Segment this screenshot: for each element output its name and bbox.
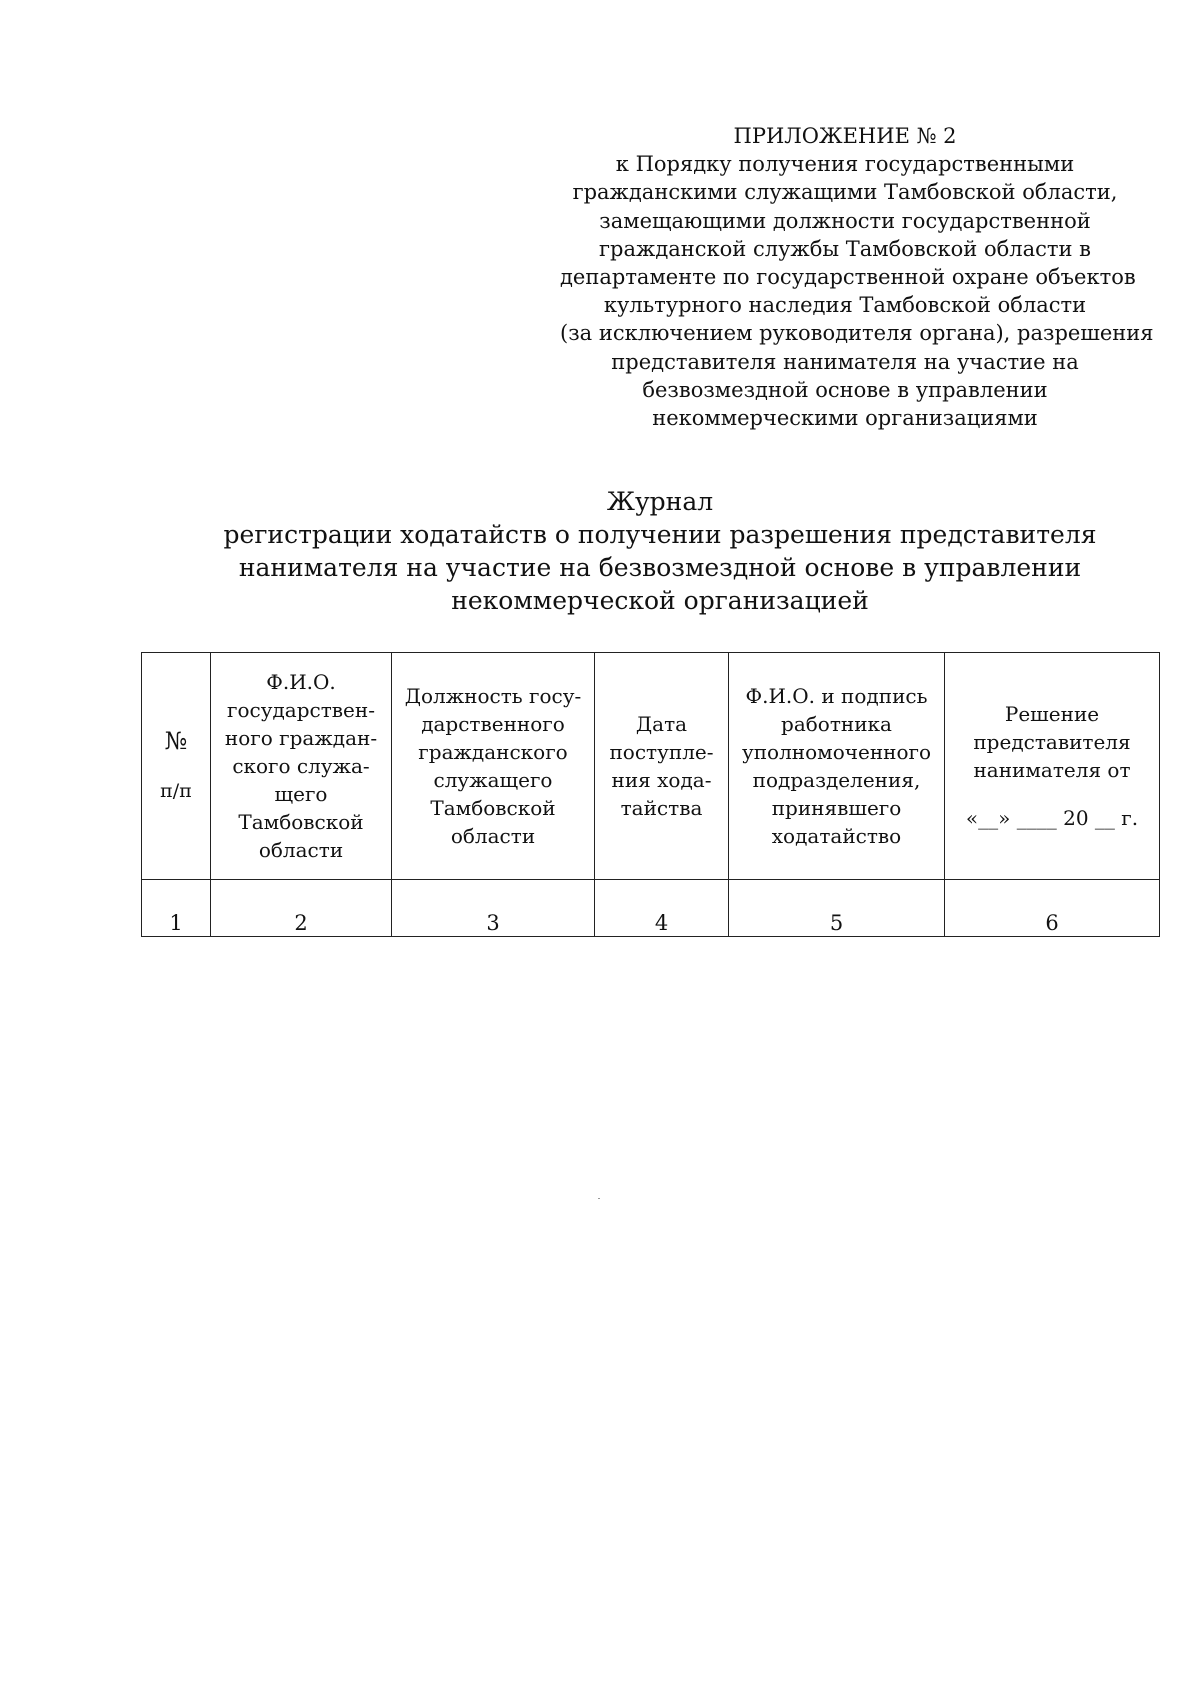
header-line: дарственного: [421, 712, 565, 736]
journal-title: Журнал: [606, 487, 714, 516]
header-line: поступле-: [609, 740, 714, 764]
header-line: ного граждан-: [224, 726, 378, 750]
column-number: 5: [729, 880, 945, 937]
journal-subtitle-line: регистрации ходатайств о получении разрешения представителя: [223, 520, 1097, 549]
header-line: ского служа-: [232, 754, 370, 778]
header-decision: [945, 653, 1160, 880]
header-position: [392, 653, 595, 880]
number-sign: №: [164, 727, 188, 755]
annex-line: представителя нанимателя на участие на: [611, 349, 1079, 374]
decision-date-blank: «__» ____ 20 __ г.: [965, 806, 1139, 830]
column-number: 6: [945, 880, 1160, 937]
annex-line: некоммерческими организациями: [652, 406, 1038, 431]
header-line: Должность госу-: [404, 684, 582, 708]
annex-line: к Порядку получения государственными: [615, 152, 1075, 177]
header-line: ходатайство: [771, 824, 902, 848]
header-line: Дата: [635, 712, 688, 736]
header-line: государствен-: [227, 698, 375, 722]
header-line: нанимателя от: [973, 758, 1131, 782]
header-line: Тамбовской: [430, 796, 556, 820]
column-number: 4: [595, 880, 729, 937]
header-line: тайства: [620, 796, 703, 820]
header-line: принявшего: [771, 796, 902, 820]
registration-table: [141, 652, 1160, 937]
annex-line: департаменте по государственной охране объектов: [560, 265, 1136, 290]
table-header-row: [142, 653, 1160, 880]
annex-line: гражданской службы Тамбовской области в: [599, 236, 1091, 261]
annex-line: гражданскими служащими Тамбовской области,: [572, 180, 1118, 205]
journal-subtitle-line: некоммерческой организацией: [451, 586, 869, 615]
header-line: служащего: [433, 768, 553, 792]
journal-title-block: [130, 485, 1190, 617]
header-line: щего: [274, 782, 328, 806]
header-line: гражданского: [418, 740, 568, 764]
header-line: представителя: [973, 730, 1131, 754]
number-sub: п/п: [160, 780, 192, 802]
header-line: работника: [781, 712, 892, 736]
header-line: области: [258, 838, 344, 862]
scan-speck: [598, 1198, 600, 1199]
journal-subtitle-line: нанимателя на участие на безвозмездной основе в управлении: [238, 553, 1082, 582]
header-line: Ф.И.О.: [266, 670, 336, 694]
column-number: 1: [142, 880, 211, 937]
table-row: [142, 880, 1160, 937]
header-number: [142, 653, 211, 880]
annex-line: ПРИЛОЖЕНИЕ № 2: [733, 124, 957, 148]
header-date: [595, 653, 729, 880]
annex-block: [560, 122, 1154, 432]
annex-line: безвозмездной основе в управлении: [642, 377, 1048, 402]
header-line: Ф.И.О. и подпись: [745, 684, 928, 708]
column-number: 3: [392, 880, 595, 937]
header-line: ния хода-: [611, 768, 712, 792]
header-line: подразделения,: [752, 768, 921, 792]
header-employee: [729, 653, 945, 880]
annex-line: замещающими должности государственной: [599, 208, 1091, 233]
column-number: 2: [211, 880, 392, 937]
header-fio: [211, 653, 392, 880]
header-line: Решение: [1004, 702, 1100, 726]
annex-line: культурного наследия Тамбовской области: [603, 293, 1087, 318]
annex-line: (за исключением руководителя органа), разрешения: [560, 321, 1154, 346]
header-line: Тамбовской: [238, 810, 364, 834]
header-line: области: [450, 824, 536, 848]
header-line: уполномоченного: [741, 740, 932, 764]
